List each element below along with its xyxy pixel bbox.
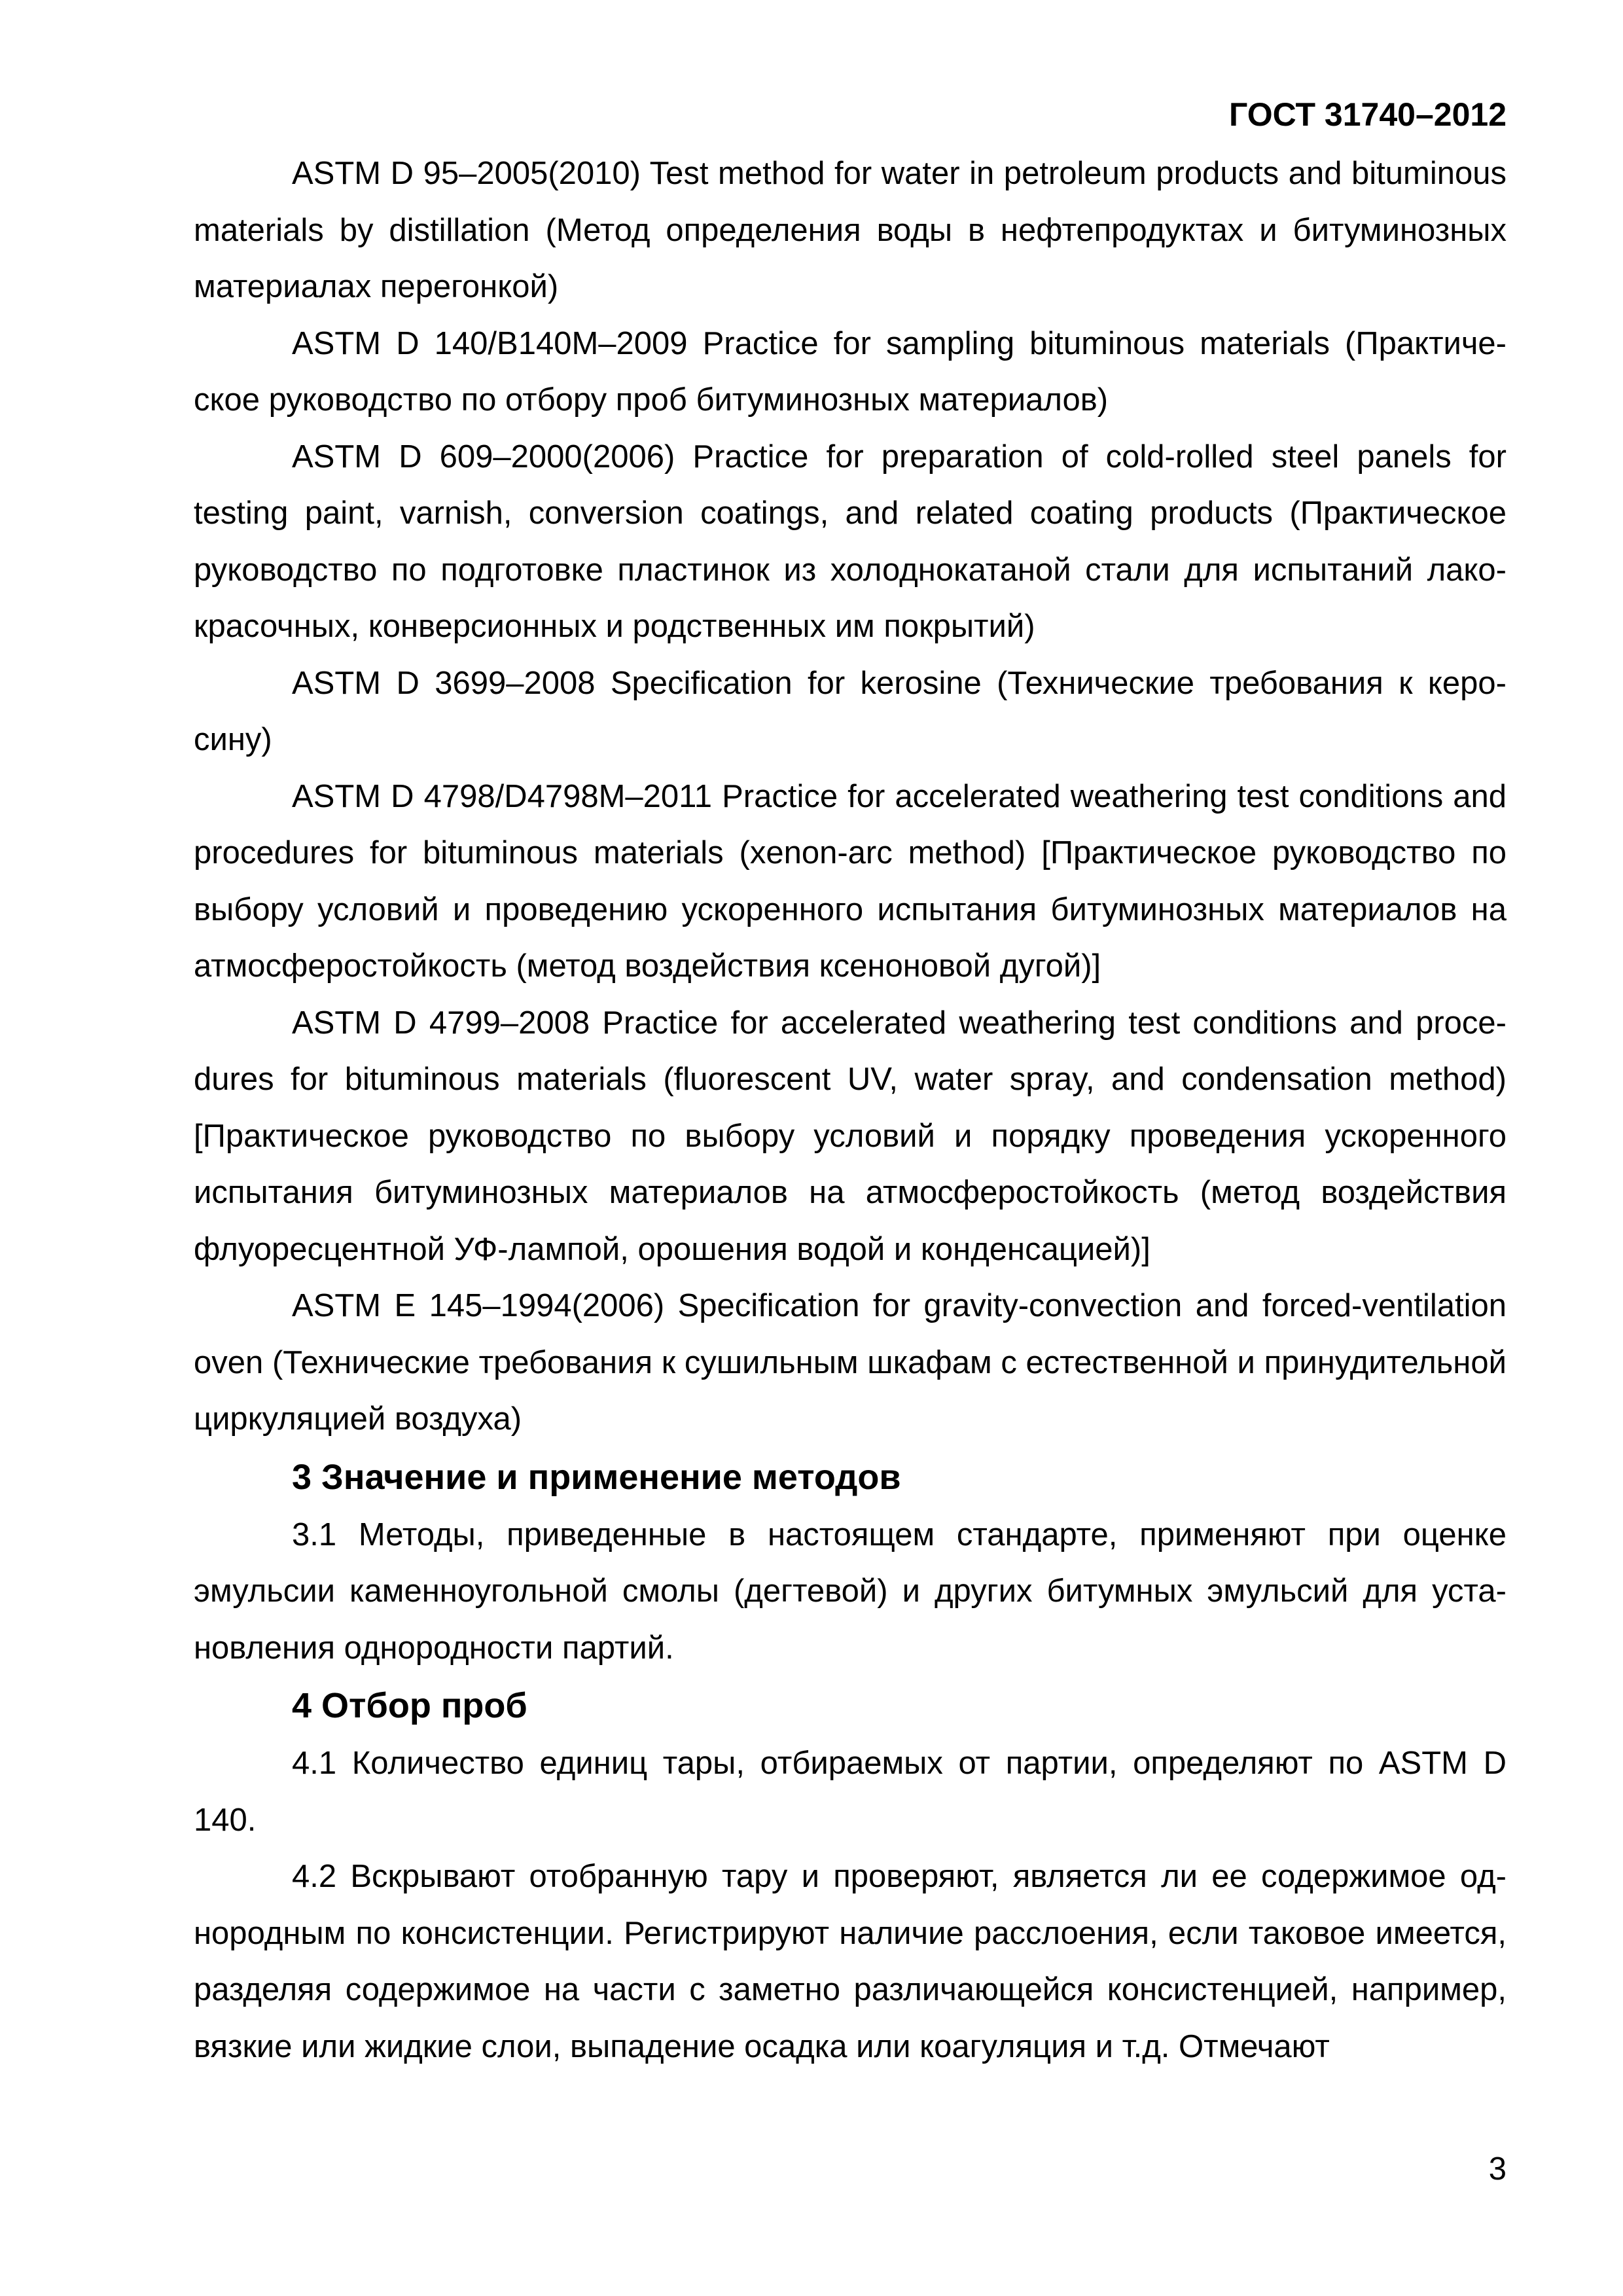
section-4-1-paragraph: 4.1 Количество единиц тары, отбираемых от партии, определяют по ASTM D 140. — [194, 1746, 1507, 1838]
reference-astm-d140: ASTM D 140/B140M–2009 Practice for sampling bituminous materials (Практическое руководство по отбору проб битуминозных материалов) — [194, 325, 1507, 418]
section-3-1-paragraph: 3.1 Методы, приведенные в настоящем стандарте, применяют при оценке эмульсии каменноугольной смолы (дегтевой) и других битумных эмульсий для установления однородности партий. — [194, 1516, 1507, 1666]
section-3-heading: 3 Значение и применение методов — [292, 1457, 901, 1497]
reference-astm-e145: ASTM E 145–1994(2006) Specification for gravity-convection and forced-ventilation oven (Технические требования к сушильным шкафам с естественной и принудительной циркуляцией воздуха) — [194, 1288, 1507, 1437]
reference-astm-d4798: ASTM D 4798/D4798M–2011 Practice for accelerated weathering test conditions and procedures for bituminous materials (xenon-arc method) [Практическое руководство по выбору условий и проведению ускоренного испытания битуминозных материалов на атмосферостойкость (метод воздействия ксеноновой дугой)] — [194, 778, 1507, 984]
page-number: 3 — [1488, 2151, 1507, 2187]
reference-astm-d3699: ASTM D 3699–2008 Specification for kerosine (Технические требования к керосину) — [194, 665, 1507, 757]
reference-astm-d609: ASTM D 609–2000(2006) Practice for preparation of cold-rolled steel panels for testing paint, varnish, conversion coatings, and related coating products (Практическое руководство по подготовке пластинок из холоднокатаной стали для испытаний лакокрасочных, конверсионных и родственных им покрытий) — [194, 439, 1507, 644]
document-code-header: ГОСТ 31740–2012 — [1229, 96, 1507, 133]
reference-astm-d95: ASTM D 95–2005(2010) Test method for water in petroleum products and bituminous materials by distillation (Метод определения воды в нефтепродуктах и битуминозных материалах перегонкой) — [194, 156, 1507, 304]
section-4-2-paragraph: 4.2 Вскрывают отобранную тару и проверяют, является ли ее содержимое однородным по консистенции. Регистрируют наличие расслоения, если таковое имеется, разделяя содержимое на части с заметно различающейся консистенцией, например, вязкие или жидкие слои, выпадение осадка или коагуляция и т.д. Отмечают — [194, 1859, 1507, 2064]
reference-astm-d4799: ASTM D 4799–2008 Practice for accelerated weathering test conditions and procedures for bituminous materials (fluorescent UV, water spray, and condensation method) [Практическое руководство по выбору условий и порядку проведения ускоренного испытания битуминозных материалов на атмосферостойкость (метод воздействия флуоресцентной УФ-лампой, орошения водой и конденсацией)] — [194, 1005, 1507, 1267]
page-content — [194, 145, 1507, 2075]
section-4-heading: 4 Отбор проб — [292, 1686, 527, 1725]
